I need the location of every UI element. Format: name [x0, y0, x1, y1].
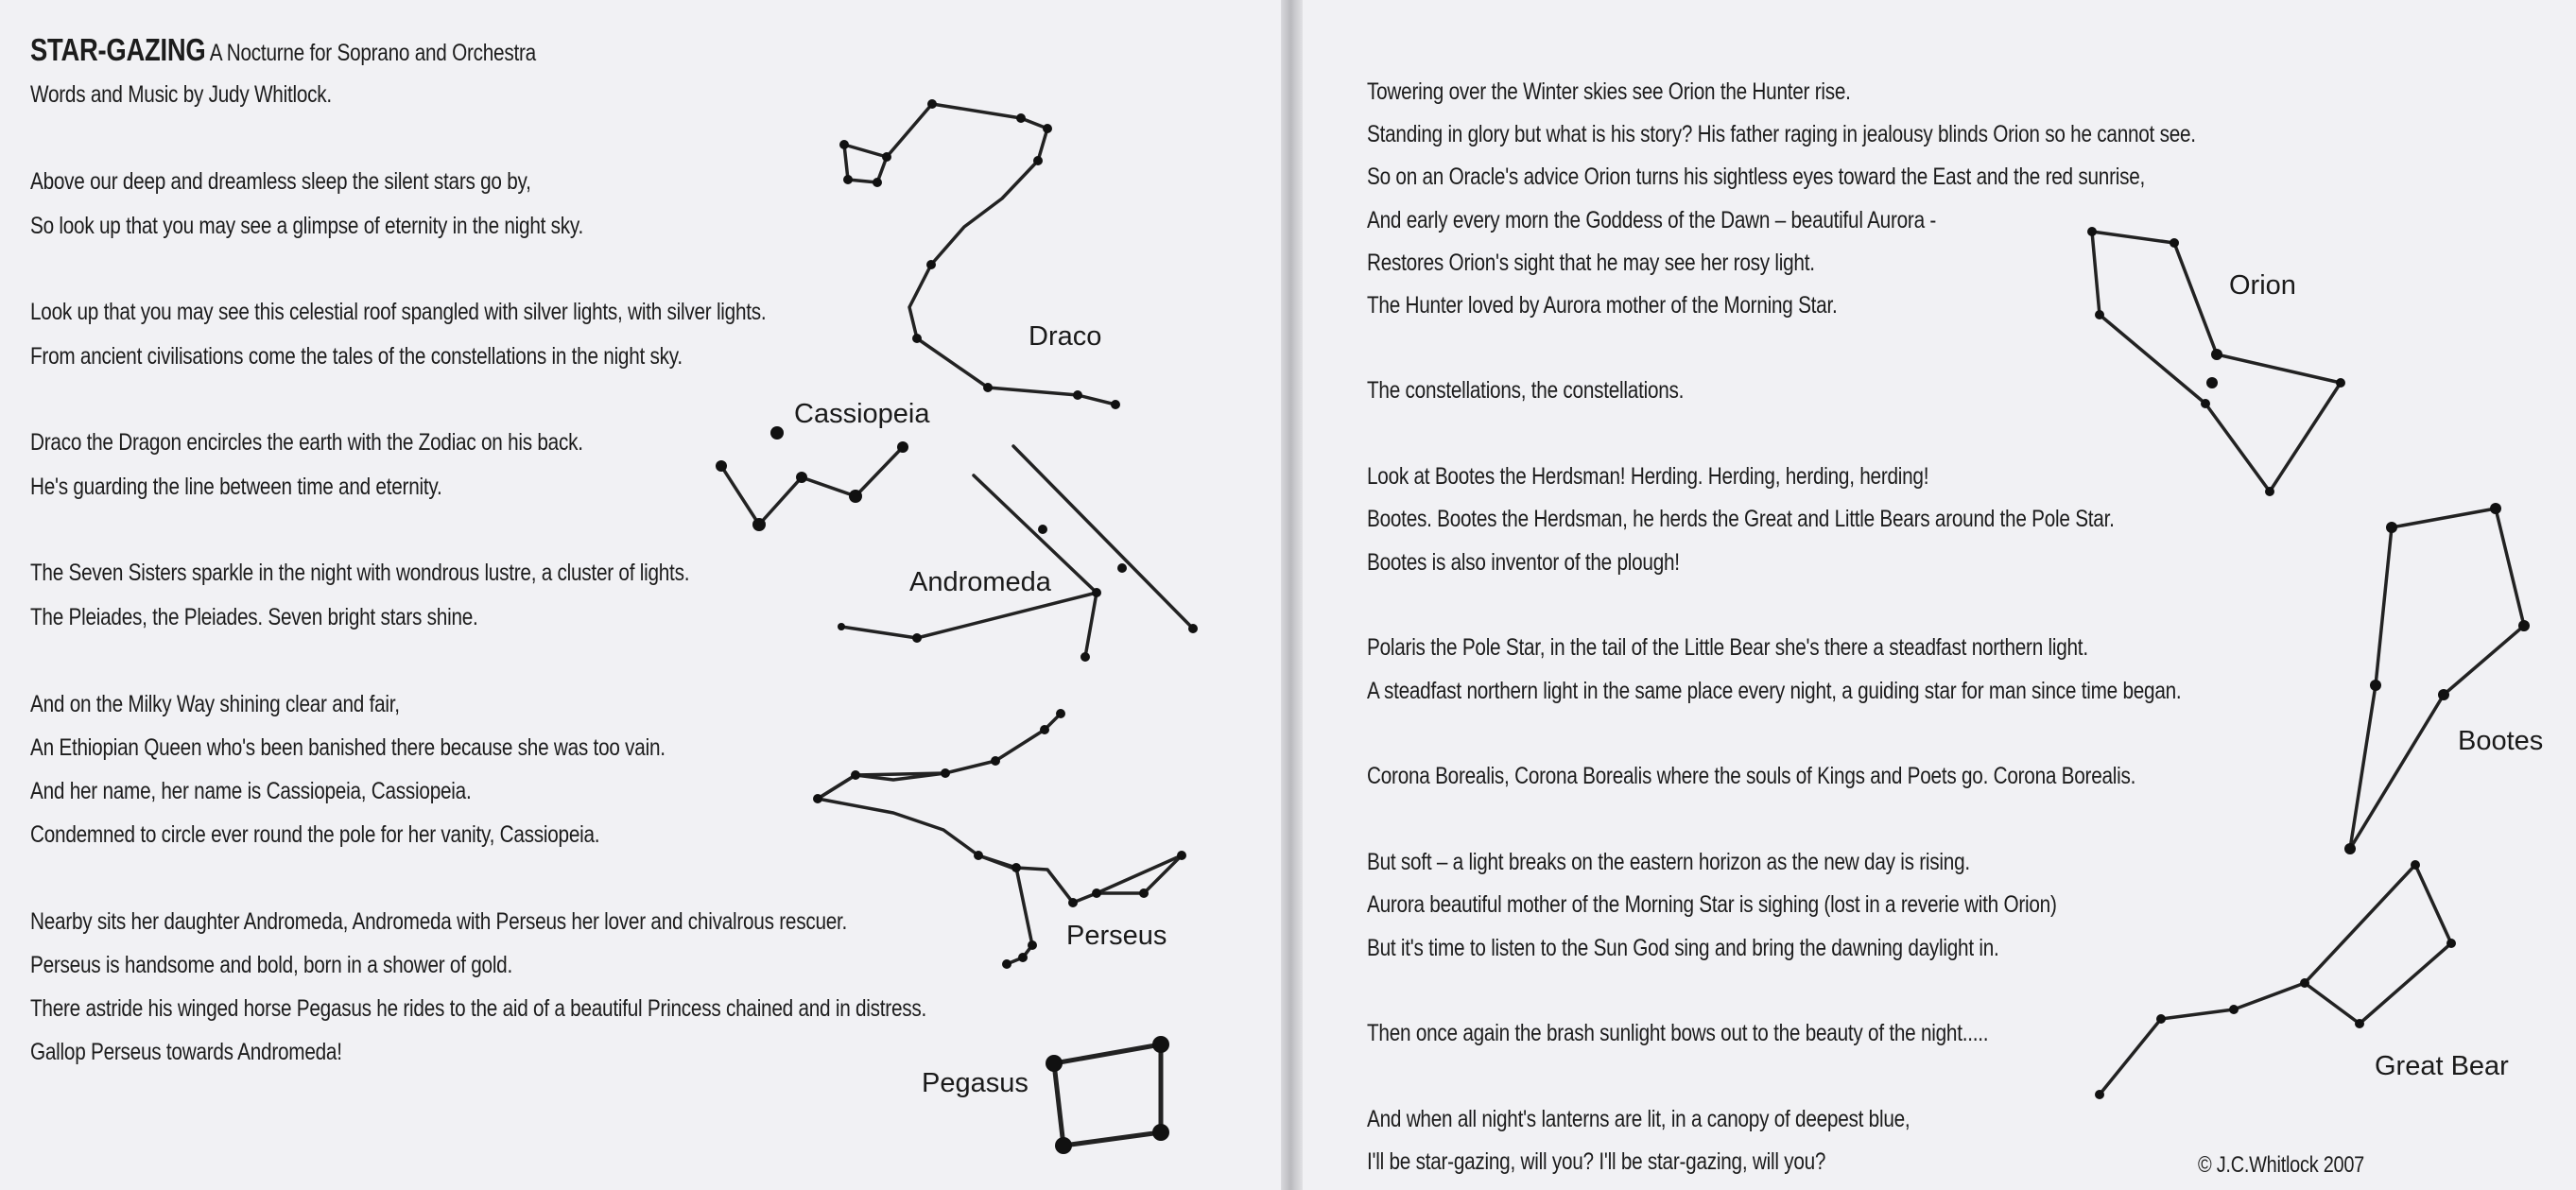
lyric-line: So on an Oracle's advice Orion turns his sightless eyes toward the East and the red sunrise, — [1367, 164, 2146, 190]
perseus-label: Perseus — [1066, 921, 1167, 951]
pegasus-square — [1054, 1044, 1161, 1146]
perseus-line — [818, 714, 1182, 903]
left-page — [0, 0, 1281, 1190]
lyric-line: So look up that you may see a glimpse of eternity in the night sky. — [30, 213, 584, 239]
perseus-star — [974, 851, 983, 860]
bootes-label: Bootes — [2458, 726, 2544, 756]
lyric-line: Above our deep and dreamless sleep the silent stars go by, — [30, 168, 531, 195]
cassiopeia-label: Cassiopeia — [794, 399, 930, 429]
orion-star — [2211, 349, 2222, 360]
lyric-line: And when all night's lanterns are lit, in a canopy of deepest blue, — [1367, 1106, 1910, 1132]
andromeda-label: Andromeda — [909, 567, 1051, 597]
lyric-line: Perseus is handsome and bold, born in a shower of gold. — [30, 952, 512, 978]
lyric-line: Look at Bootes the Herdsman! Herding. Herding, herding, herding! — [1367, 463, 1929, 490]
draco-star — [1033, 156, 1043, 165]
draco-star — [882, 152, 891, 162]
bootes-star — [2490, 503, 2501, 514]
orion-label: Orion — [2229, 270, 2296, 301]
lyric-line: He's guarding the line between time and eternity. — [30, 474, 442, 500]
andromeda-star — [1117, 563, 1127, 573]
lyric-line: The Seven Sisters sparkle in the night with wondrous lustre, a cluster of lights. — [30, 560, 690, 586]
perseus-star — [1040, 725, 1049, 734]
great-bear-label: Great Bear — [2375, 1051, 2509, 1081]
draco-star — [1111, 400, 1120, 409]
lyric-line: The Pleiades, the Pleiades. Seven bright stars shine. — [30, 604, 478, 630]
lyric-line: And on the Milky Way shining clear and fair, — [30, 691, 400, 717]
draco-star — [839, 140, 849, 149]
orion-star — [2265, 487, 2274, 496]
lyric-line: Polaris the Pole Star, in the tail of the Little Bear she's there a steadfast northern light. — [1367, 634, 2088, 661]
lyric-line: Gallop Perseus towards Andromeda! — [30, 1039, 342, 1065]
draco-star — [912, 334, 922, 343]
lyric-line: I'll be star-gazing, will you? I'll be star-gazing, will you? — [1367, 1148, 1826, 1175]
copyright-notice: © J.C.Whitlock 2007 — [2198, 1152, 2365, 1178]
lyric-line: And her name, her name is Cassiopeia, Cassiopeia. — [30, 778, 472, 804]
lyric-line: Look up that you may see this celestial roof spangled with silver lights, with silver lights. — [30, 299, 767, 325]
cassiopeia-star — [796, 472, 807, 483]
draco-star — [983, 383, 993, 392]
andromeda-figure — [838, 446, 1198, 662]
great-bear-star — [2156, 1014, 2166, 1024]
lyric-line: But soft – a light breaks on the eastern horizon as the new day is rising. — [1367, 849, 1970, 875]
orion-star — [2087, 227, 2097, 236]
pegasus-star — [1152, 1124, 1169, 1141]
lyric-line: From ancient civilisations come the tales of the constellations in the night sky. — [30, 343, 683, 370]
lyric-line: There astride his winged horse Pegasus he rides to the aid of a beautiful Princess chained and in distress. — [30, 995, 927, 1022]
cassiopeia-figure — [716, 426, 908, 531]
bootes-line — [2350, 509, 2524, 849]
lyric-line: Nearby sits her daughter Andromeda, Andromeda with Perseus her lover and chivalrous rescuer. — [30, 908, 848, 935]
orion-star — [2170, 238, 2179, 248]
cassiopeia-star — [849, 490, 862, 503]
andromeda-star — [912, 633, 922, 643]
pegasus-figure — [1046, 1036, 1169, 1154]
lyric-line: Standing in glory but what is his story? His father raging in jealousy blinds Orion so he cannot see. — [1367, 121, 2196, 147]
perseus-star — [1068, 898, 1078, 907]
draco-star — [927, 99, 937, 109]
song-title: STAR-GAZING — [30, 32, 206, 67]
perseus-line — [1007, 868, 1032, 964]
lyric-line: But it's time to listen to the Sun God sing and bring the dawning daylight in. — [1367, 935, 1999, 961]
orion-star — [2336, 378, 2345, 388]
draco-star — [926, 260, 936, 269]
perseus-star — [1028, 940, 1037, 950]
lyric-line: The Hunter loved by Aurora mother of the Morning Star. — [1367, 292, 1838, 319]
pegasus-star — [1046, 1055, 1063, 1072]
pegasus-star — [1152, 1036, 1169, 1053]
cassiopeia-star — [716, 460, 727, 472]
lyric-line: The constellations, the constellations. — [1367, 377, 1685, 404]
right-constellations — [1303, 0, 2576, 1190]
orion-star — [2201, 399, 2210, 408]
orion-star — [2206, 377, 2218, 388]
bootes-star — [2518, 620, 2530, 631]
perseus-star — [1018, 953, 1028, 962]
bootes-star — [2386, 522, 2397, 533]
andromeda-line — [1085, 593, 1097, 657]
draco-figure — [839, 99, 1120, 409]
lyric-line: Towering over the Winter skies see Orion the Hunter rise. — [1367, 78, 1851, 105]
pegasus-star — [1055, 1137, 1072, 1154]
perseus-star — [1011, 863, 1021, 872]
draco-star — [1043, 124, 1052, 133]
orion-star — [2095, 310, 2104, 319]
pegasus-label: Pegasus — [922, 1068, 1029, 1098]
lyric-line: Draco the Dragon encircles the earth with the Zodiac on his back. — [30, 429, 583, 456]
perseus-star — [1139, 888, 1149, 898]
draco-star — [1073, 390, 1082, 400]
bootes-star — [2344, 843, 2356, 854]
andromeda-star — [838, 623, 845, 630]
orion-line — [2100, 315, 2341, 492]
cassiopeia-star — [752, 518, 766, 531]
right-page — [1303, 0, 2576, 1190]
perseus-star — [1002, 959, 1011, 969]
orion-line — [2092, 232, 2217, 354]
bootes-figure — [2344, 503, 2530, 854]
lyric-line: Then once again the brash sunlight bows out to the beauty of the night..... — [1367, 1020, 1989, 1046]
lyric-line: And early every morn the Goddess of the Dawn – beautiful Aurora - — [1367, 207, 1937, 233]
andromeda-star — [1092, 588, 1101, 597]
lyric-line: A steadfast northern light in the same place every night, a guiding star for man since time began. — [1367, 678, 2182, 704]
lyric-line: Condemned to circle ever round the pole for her vanity, Cassiopeia. — [30, 821, 600, 848]
lyric-line: Corona Borealis, Corona Borealis where the souls of Kings and Poets go. Corona Borealis. — [1367, 763, 2136, 789]
bootes-star — [2370, 680, 2381, 691]
perseus-line — [978, 855, 1011, 868]
great-bear-star — [2095, 1090, 2104, 1099]
lyric-line: Bootes. Bootes the Herdsman, he herds the Great and Little Bears around the Pole Star. — [1367, 506, 2115, 532]
song-credit: Words and Music by Judy Whitlock. — [30, 81, 332, 108]
great-bear-star — [2229, 1005, 2239, 1014]
perseus-star — [1177, 851, 1186, 860]
andromeda-star — [1081, 652, 1090, 662]
bootes-star — [2438, 689, 2449, 700]
lyric-line: Bootes is also inventor of the plough! — [1367, 549, 1680, 576]
draco-star — [873, 178, 882, 187]
perseus-star — [1092, 888, 1101, 898]
great-bear-star — [2411, 860, 2420, 870]
andromeda-star — [1038, 525, 1047, 534]
andromeda-star — [1188, 624, 1198, 633]
lyric-line: Aurora beautiful mother of the Morning Star is sighing (lost in a reverie with Orion) — [1367, 891, 2057, 918]
lyric-line: An Ethiopian Queen who's been banished there because she was too vain. — [30, 734, 666, 761]
cassiopeia-star — [897, 441, 908, 453]
draco-body — [887, 104, 1115, 405]
perseus-star — [813, 794, 822, 803]
andromeda-line — [917, 593, 1097, 638]
great-bear-star — [2300, 978, 2309, 988]
andromeda-line — [841, 627, 917, 638]
perseus-star — [1056, 709, 1065, 718]
draco-label: Draco — [1029, 321, 1102, 352]
cassiopeia-line — [721, 447, 903, 525]
perseus-star — [991, 756, 1000, 766]
song-subtitle: A Nocturne for Soprano and Orchestra — [209, 40, 536, 66]
book-gutter — [1281, 0, 1303, 1190]
draco-star — [1016, 113, 1026, 123]
cassiopeia-star — [770, 426, 784, 440]
left-constellations — [0, 0, 1281, 1190]
perseus-star — [851, 770, 860, 780]
great-bear-star — [2355, 1019, 2364, 1028]
draco-star — [843, 175, 853, 184]
great-bear-star — [2446, 939, 2456, 948]
orion-figure — [2087, 227, 2345, 496]
perseus-star — [941, 768, 950, 778]
lyric-line: Restores Orion's sight that he may see her rosy light. — [1367, 250, 1815, 276]
